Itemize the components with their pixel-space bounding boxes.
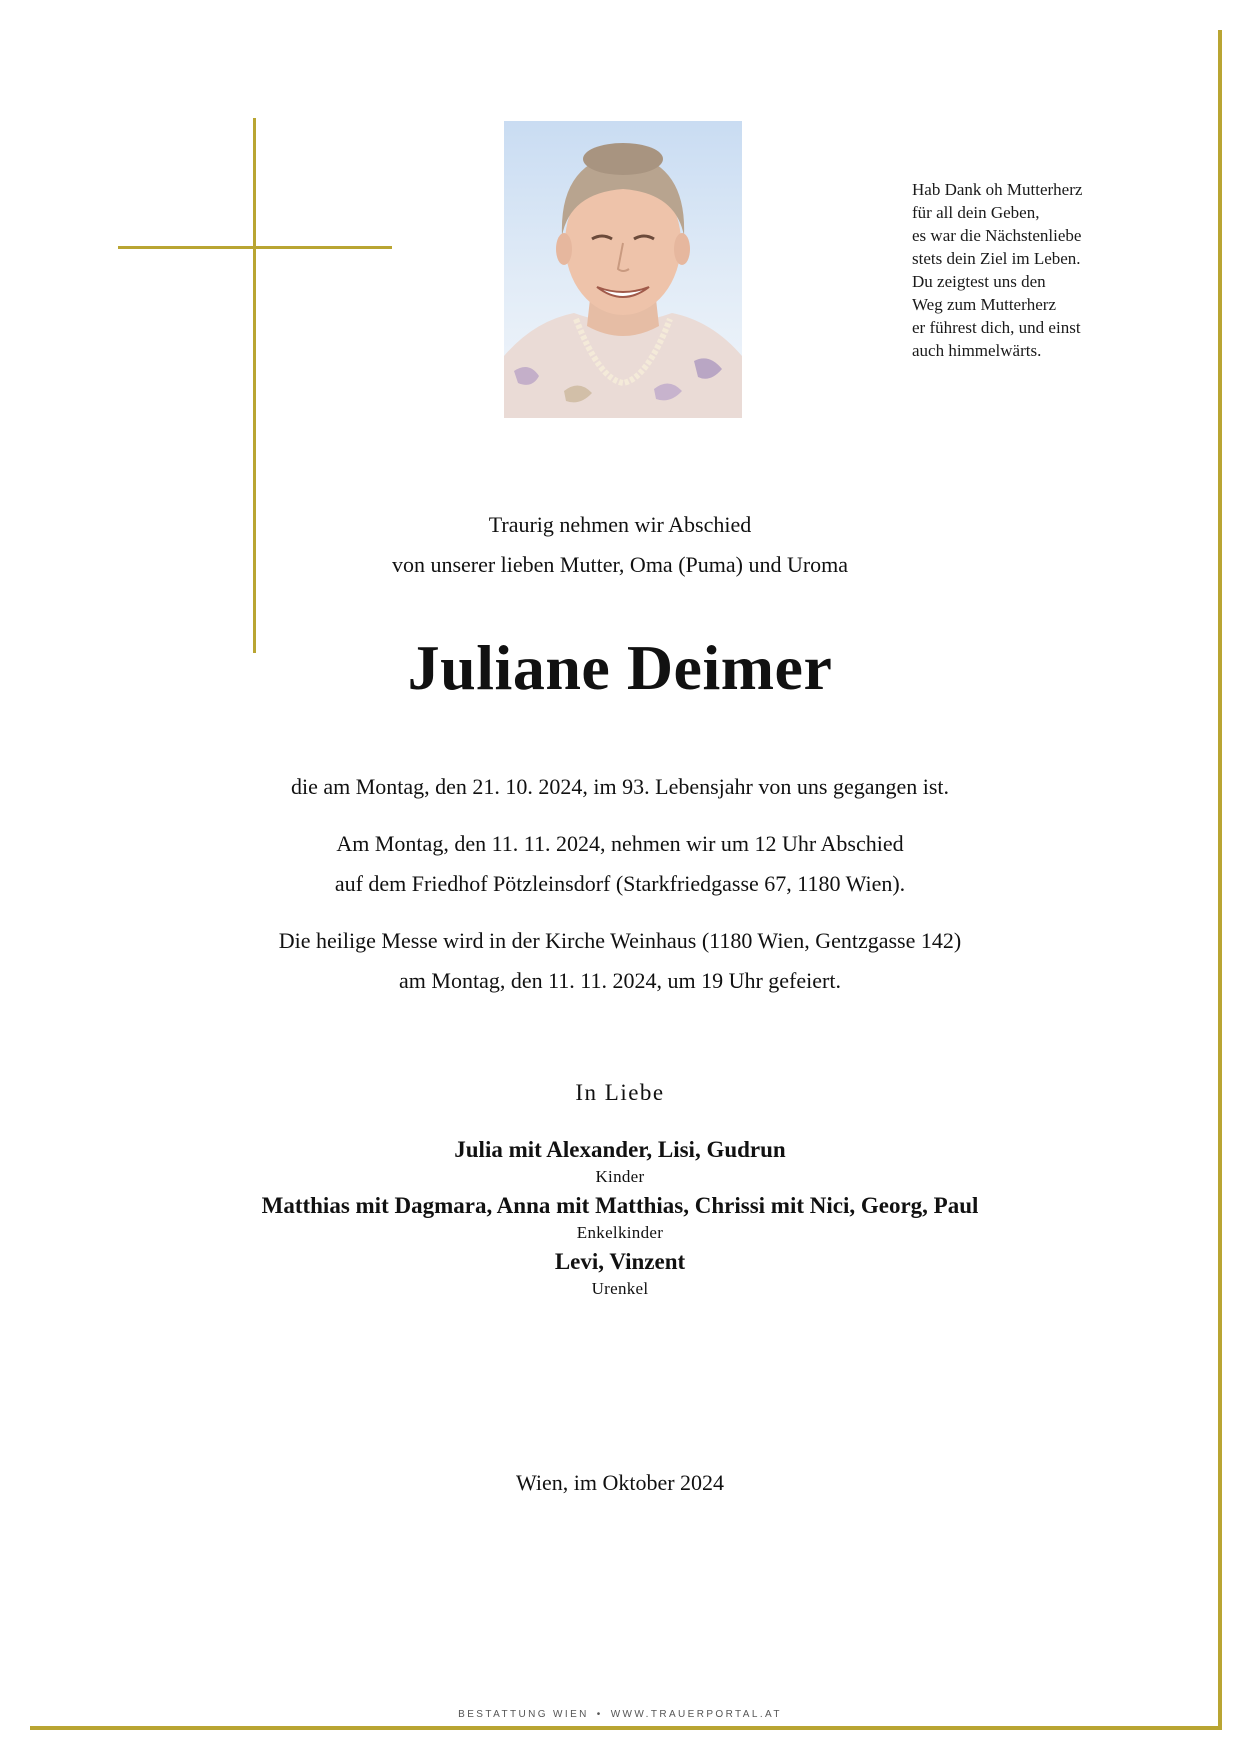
death-notice: die am Montag, den 21. 10. 2024, im 93. Lebensjahr von uns gegangen ist. xyxy=(290,774,950,799)
portrait-illustration xyxy=(504,121,742,418)
mass-line: am Montag, den 11. 11. 2024, um 19 Uhr gefeiert. xyxy=(399,968,841,993)
poem-line: er führest dich, und einst xyxy=(912,318,1081,337)
place-date: Wien, im Oktober 2024 xyxy=(515,1470,725,1495)
mourner-names: Levi, Vinzent xyxy=(554,1249,686,1274)
mourner-names: Matthias mit Dagmara, Anna mit Matthias, Chrissi mit Nici, Georg, Paul xyxy=(261,1193,979,1218)
mourners-list xyxy=(120,1134,1120,1302)
mourner-relation: Kinder xyxy=(595,1167,645,1186)
poem-line: Du zeigtest uns den xyxy=(912,272,1046,291)
portrait-photo xyxy=(504,121,742,418)
farewell-line: auf dem Friedhof Pötzleinsdorf (Starkfriedgasse 67, 1180 Wien). xyxy=(334,871,906,896)
intro-line: Traurig nehmen wir Abschied xyxy=(488,512,752,537)
poem-line: Hab Dank oh Mutterherz xyxy=(912,180,1083,199)
frame-right-line xyxy=(1218,30,1222,1730)
details xyxy=(120,767,1120,1018)
farewell-line: Am Montag, den 11. 11. 2024, nehmen wir um 12 Uhr Abschied xyxy=(336,831,904,856)
mourner-names: Julia mit Alexander, Lisi, Gudrun xyxy=(454,1137,786,1162)
poem-line: auch himmelwärts. xyxy=(912,341,1042,360)
in-love-heading: In Liebe xyxy=(575,1080,665,1105)
footer xyxy=(120,1709,1120,1720)
cross-horizontal-bar xyxy=(118,246,392,249)
mourner-relation: Urenkel xyxy=(591,1279,649,1298)
mourner-group xyxy=(120,1190,1120,1244)
poem xyxy=(912,178,1212,362)
poem-line: stets dein Ziel im Leben. xyxy=(912,249,1081,268)
frame-bottom-line xyxy=(30,1726,1222,1730)
intro-line: von unserer lieben Mutter, Oma (Puma) und Uroma xyxy=(391,552,849,577)
deceased-name: Juliane Deimer xyxy=(407,632,833,703)
mourner-group xyxy=(120,1246,1120,1300)
intro xyxy=(120,505,1120,585)
mass-info xyxy=(120,921,1120,1001)
poem-line: für all dein Geben, xyxy=(912,203,1040,222)
mourner-group xyxy=(120,1134,1120,1188)
footer-website-link[interactable]: WWW.TRAUERPORTAL.AT xyxy=(610,1709,782,1720)
poem-line: Weg zum Mutterherz xyxy=(912,295,1057,314)
mass-line: Die heilige Messe wird in der Kirche Weinhaus (1180 Wien, Gentzgasse 142) xyxy=(278,928,962,953)
footer-company: BESTATTUNG WIEN xyxy=(458,1709,589,1720)
poem-line: es war die Nächstenliebe xyxy=(912,226,1082,245)
footer-separator: • xyxy=(596,1709,603,1720)
mourner-relation: Enkelkinder xyxy=(576,1223,664,1242)
farewell-info xyxy=(120,824,1120,904)
